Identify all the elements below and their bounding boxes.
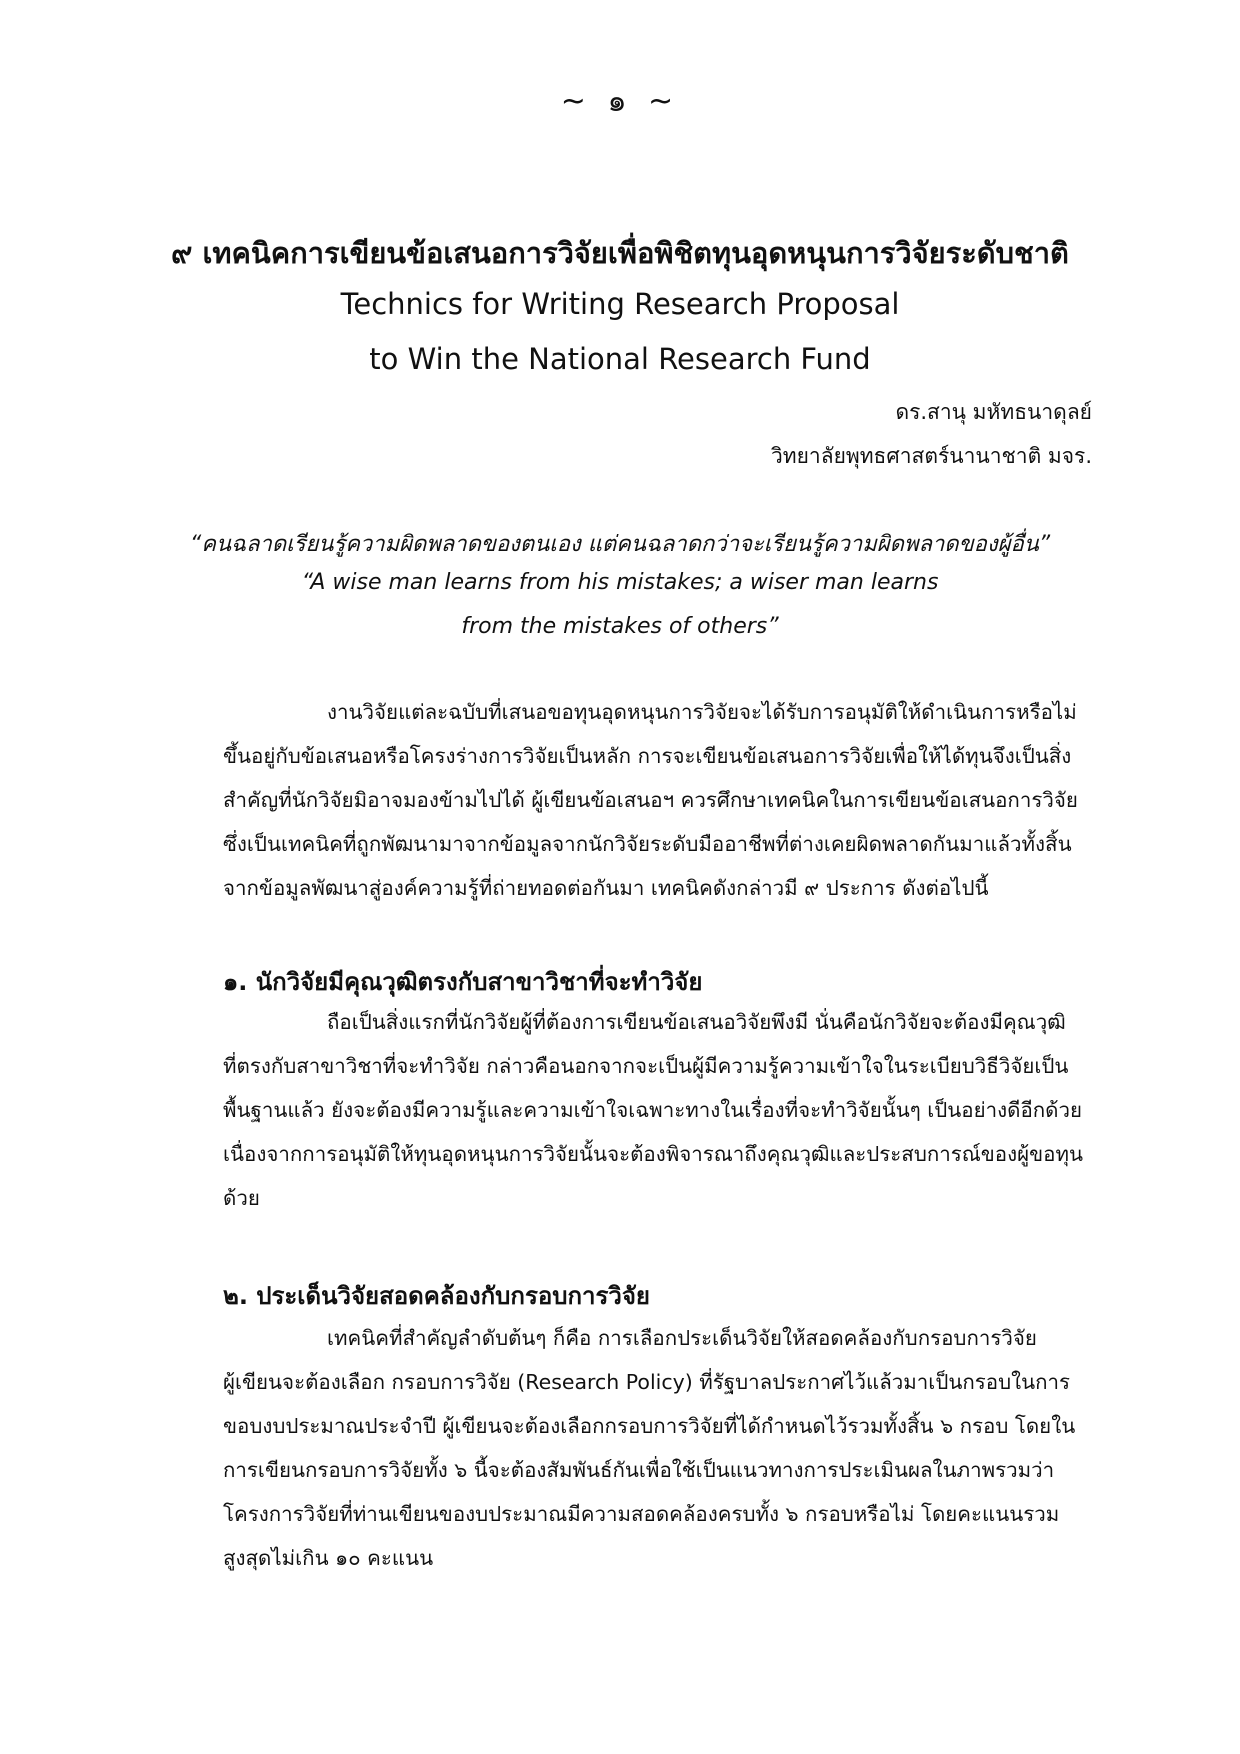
document-title-english-line2: to Win the National Research Fund [369, 342, 871, 376]
section1-line: ถือเป็นสิ่งแรกที่นักวิจัยผู้ที่ต้องการเขียนข้อเสนอวิจัยพึงมี นั่นคือนักวิจัยจะต้องมีคุณวุฒิ [327, 1010, 1066, 1034]
section2-line: ผู้เขียนจะต้องเลือก กรอบการวิจัย (Research Policy) ที่รัฐบาลประกาศไว้แล้วมาเป็นกรอบในการ [223, 1370, 1071, 1394]
quote-english-line1: “A wise man learns from his mistakes; a wiser man learns [301, 570, 939, 595]
page-number: ~ ๑ ~ [560, 84, 680, 119]
intro-line: จากข้อมูลพัฒนาสู่องค์ความรู้ที่ถ่ายทอดต่อกันมา เทคนิคดังกล่าวมี ๙ ประการ ดังต่อไปนี้ [223, 876, 989, 900]
quote-english-line2: from the mistakes of others” [461, 614, 779, 639]
quote-thai: “คนฉลาดเรียนรู้ความผิดพลาดของตนเอง แต่คนฉลาดกว่าจะเรียนรู้ความผิดพลาดของผู้อื่น” [189, 532, 1051, 557]
author-affiliation: วิทยาลัยพุทธศาสตร์นานาชาติ มจร. [770, 444, 1092, 468]
intro-line: งานวิจัยแต่ละฉบับที่เสนอขอทุนอุดหนุนการวิจัยจะได้รับการอนุมัติให้ดำเนินการหรือไม่ [327, 700, 1077, 724]
author-name: ดร.สานุ มหัทธนาดุลย์ [895, 400, 1092, 424]
section2-line: ขอบงบประมาณประจำปี ผู้เขียนจะต้องเลือกกรอบการวิจัยที่ได้กำหนดไว้รวมทั้งสิ้น ๖ กรอบ โดยใน [223, 1414, 1076, 1438]
intro-line: สำคัญที่นักวิจัยมิอาจมองข้ามไปได้ ผู้เขียนข้อเสนอฯ ควรศึกษาเทคนิคในการเขียนข้อเสนอการวิจัย [223, 788, 1078, 812]
intro-line: ขึ้นอยู่กับข้อเสนอหรือโครงร่างการวิจัยเป็นหลัก การจะเขียนข้อเสนอการวิจัยเพื่อให้ได้ทุนจึงเป็นสิ่ง [223, 744, 1072, 768]
intro-line: ซึ่งเป็นเทคนิคที่ถูกพัฒนามาจากข้อมูลจากนักวิจัยระดับมืออาชีพที่ต่างเคยผิดพลาดกันมาแล้วทั้งสิ้น [223, 832, 1072, 856]
intro-paragraph [223, 690, 1091, 910]
section1-line: พื้นฐานแล้ว ยังจะต้องมีความรู้และความเข้าใจเฉพาะทางในเรื่องที่จะทำวิจัยนั้นๆ เป็นอย่างดีอีกด้วย [223, 1098, 1083, 1122]
section2-paragraph [223, 1316, 1091, 1580]
section2-line: สูงสุดไม่เกิน ๑๐ คะแนน [223, 1546, 434, 1570]
section1-heading: ๑. นักวิจัยมีคุณวุฒิตรงกับสาขาวิชาที่จะทำวิจัย [223, 968, 703, 996]
section2-line: การเขียนกรอบการวิจัยทั้ง ๖ นี้จะต้องสัมพันธ์กันเพื่อใช้เป็นแนวทางการประเมินผลในภาพรวมว่า [223, 1458, 1055, 1482]
section1-line: เนื่องจากการอนุมัติให้ทุนอุดหนุนการวิจัยนั้นจะต้องพิจารณาถึงคุณวุฒิและประสบการณ์ของผู้ขอทุน [223, 1142, 1083, 1166]
document-title-english-line1: Technics for Writing Research Proposal [340, 287, 900, 321]
section1-line: ด้วย [223, 1186, 260, 1210]
section2-line: เทคนิคที่สำคัญลำดับต้นๆ ก็คือ การเลือกประเด็นวิจัยให้สอดคล้องกับกรอบการวิจัย [327, 1326, 1037, 1350]
section2-heading: ๒. ประเด็นวิจัยสอดคล้องกับกรอบการวิจัย [223, 1282, 650, 1310]
section1-line: ที่ตรงกับสาขาวิชาที่จะทำวิจัย กล่าวคือนอกจากจะเป็นผู้มีความรู้ความเข้าใจในระเบียบวิธีวิจัยเป็น [223, 1054, 1069, 1078]
section2-line: โครงการวิจัยที่ท่านเขียนของบประมาณมีความสอดคล้องครบทั้ง ๖ กรอบหรือไม่ โดยคะแนนรวม [223, 1502, 1060, 1526]
section1-paragraph [223, 1000, 1091, 1220]
document-title-thai: ๙ เทคนิคการเขียนข้อเสนอการวิจัยเพื่อพิชิตทุนอุดหนุนการวิจัยระดับชาติ [171, 236, 1069, 270]
